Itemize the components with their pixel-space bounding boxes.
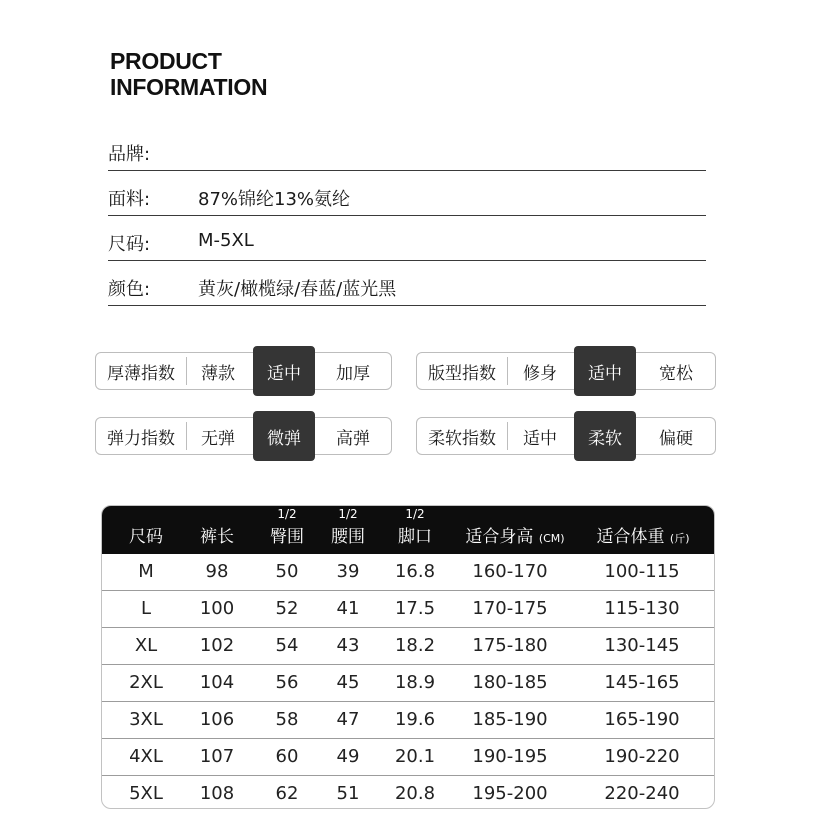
table-cell: 190-195 [472, 746, 548, 767]
table-cell: 5XL [129, 783, 163, 804]
table-row [102, 591, 714, 628]
table-cell: 107 [199, 746, 235, 767]
index-thickness-label: 厚薄指数 [107, 363, 175, 384]
table-cell: M [138, 561, 154, 582]
table-cell: 62 [275, 783, 299, 804]
col-header-label [465, 522, 564, 547]
table-cell: 45 [336, 672, 360, 693]
index-fit-label: 版型指数 [428, 363, 496, 384]
table-row [102, 554, 714, 591]
table-cell: 51 [336, 783, 360, 804]
table-cell: 102 [199, 635, 235, 656]
option-thick: 加厚 [336, 363, 370, 384]
info-label-color: 颜色: [108, 279, 151, 300]
option-regular-selected: 适中 [574, 346, 636, 396]
table-row [102, 739, 714, 776]
table-cell: 56 [275, 672, 299, 693]
table-cell: 43 [336, 635, 360, 656]
table-cell: 17.5 [394, 598, 436, 619]
col-header-half: 1/2 [405, 507, 425, 521]
table-cell: 100 [199, 598, 235, 619]
table-cell: 18.9 [394, 672, 436, 693]
option-medium: 适中 [523, 428, 557, 449]
table-cell: 115-130 [604, 598, 680, 619]
table-cell: 185-190 [472, 709, 548, 730]
info-value-size: M-5XL [198, 230, 254, 251]
table-cell: 195-200 [472, 783, 548, 804]
col-header-text: 适合身高 [465, 527, 534, 547]
table-cell: 60 [275, 746, 299, 767]
heading-line-2: INFORMATION [110, 74, 268, 100]
table-cell: 160-170 [472, 561, 548, 582]
table-cell: 106 [199, 709, 235, 730]
info-value-fabric: 87%锦纶13%氨纶 [198, 189, 351, 210]
table-cell: 220-240 [604, 783, 680, 804]
col-header-label: 臀围 [270, 527, 304, 547]
product-information-heading [110, 48, 267, 100]
table-cell: 175-180 [472, 635, 548, 656]
info-label-size: 尺码: [108, 234, 151, 255]
option-stiff: 偏硬 [659, 428, 693, 449]
table-cell: 3XL [129, 709, 163, 730]
table-cell: 20.8 [394, 783, 436, 804]
heading-line-1: PRODUCT [110, 48, 222, 74]
index-thickness [95, 352, 392, 390]
table-cell: 20.1 [394, 746, 436, 767]
option-thin: 薄款 [201, 363, 235, 384]
index-elasticity [95, 417, 392, 455]
table-cell: 52 [275, 598, 299, 619]
info-row-color [108, 275, 706, 306]
table-cell: 104 [199, 672, 235, 693]
table-cell: 58 [275, 709, 299, 730]
table-cell: 145-165 [604, 672, 680, 693]
table-cell: 130-145 [604, 635, 680, 656]
size-table-header [102, 506, 714, 554]
index-fit [416, 352, 716, 390]
table-cell: 18.2 [394, 635, 436, 656]
col-header-half: 1/2 [277, 507, 297, 521]
index-softness-label: 柔软指数 [428, 428, 496, 449]
index-elasticity-label: 弹力指数 [107, 428, 175, 449]
table-cell: 47 [336, 709, 360, 730]
option-high-stretch: 高弹 [336, 428, 370, 449]
table-row [102, 702, 714, 739]
table-cell: 16.8 [394, 561, 436, 582]
table-cell: XL [134, 635, 158, 656]
table-cell: L [140, 598, 152, 619]
table-cell: 50 [275, 561, 299, 582]
table-cell: 54 [275, 635, 299, 656]
info-row-brand [108, 140, 706, 171]
option-slim: 修身 [523, 363, 557, 384]
info-value-color: 黄灰/橄榄绿/春蓝/蓝光黑 [198, 279, 397, 300]
col-header-label: 裤长 [200, 527, 234, 547]
info-row-fabric [108, 185, 706, 216]
size-table [101, 505, 715, 809]
info-label-brand: 品牌: [108, 144, 151, 165]
col-header-unit: (斤) [669, 532, 690, 545]
index-softness [416, 417, 716, 455]
table-cell: 2XL [129, 672, 163, 693]
table-cell: 98 [205, 561, 229, 582]
table-cell: 170-175 [472, 598, 548, 619]
option-slight-stretch-selected: 微弹 [253, 411, 315, 461]
col-header-label [597, 522, 690, 547]
table-row [102, 776, 714, 809]
table-cell: 100-115 [604, 561, 680, 582]
option-loose: 宽松 [659, 363, 693, 384]
table-row [102, 628, 714, 665]
col-header-label: 腰围 [331, 527, 365, 547]
col-header-label: 尺码 [129, 527, 163, 547]
option-medium-selected: 适中 [253, 346, 315, 396]
table-cell: 4XL [129, 746, 163, 767]
option-no-stretch: 无弹 [201, 428, 235, 449]
col-header-half: 1/2 [338, 507, 358, 521]
col-header-unit: (CM) [538, 532, 565, 545]
table-cell: 165-190 [604, 709, 680, 730]
col-header-label: 脚口 [398, 527, 432, 547]
table-cell: 39 [336, 561, 360, 582]
col-header-text: 适合体重 [596, 527, 665, 547]
table-cell: 108 [199, 783, 235, 804]
info-row-size [108, 230, 706, 261]
table-cell: 19.6 [394, 709, 436, 730]
info-label-fabric: 面料: [108, 189, 151, 210]
table-cell: 49 [336, 746, 360, 767]
option-soft-selected: 柔软 [574, 411, 636, 461]
table-cell: 180-185 [472, 672, 548, 693]
table-cell: 190-220 [604, 746, 680, 767]
table-cell: 41 [336, 598, 360, 619]
table-row [102, 665, 714, 702]
